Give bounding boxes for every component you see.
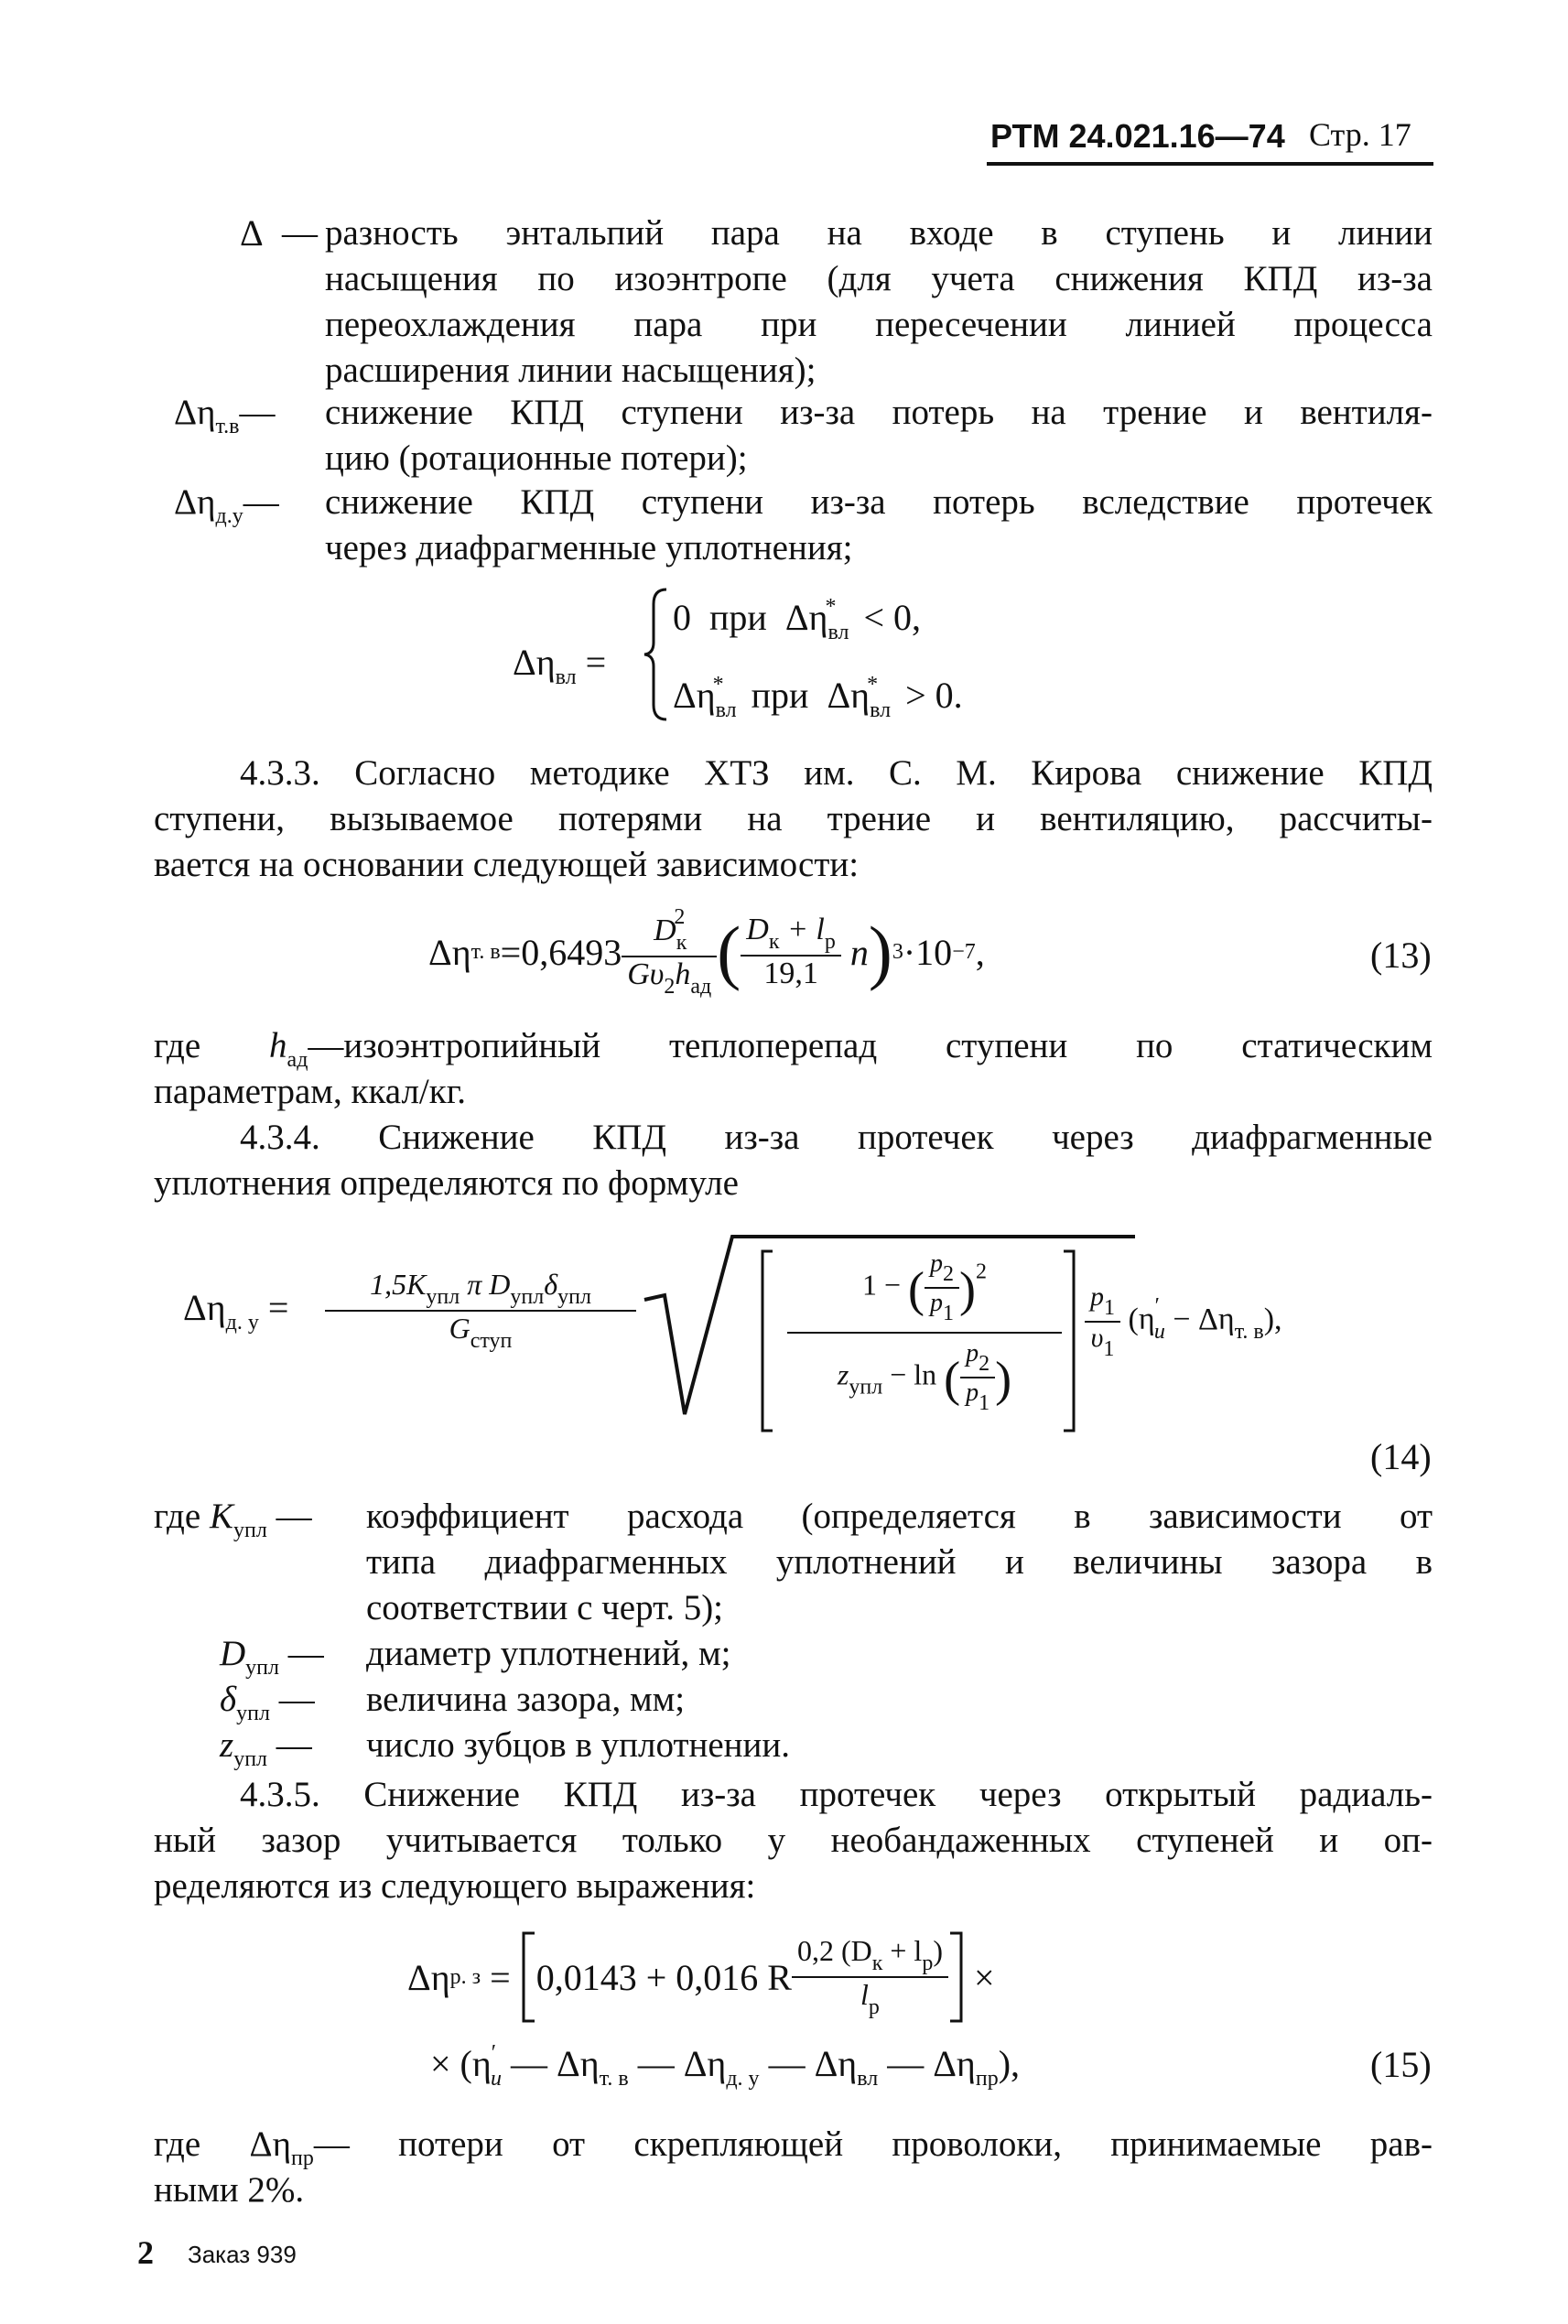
definition-delta-line2: насыщения по изоэнтропе (для учета снижения КПД из-за	[325, 259, 1433, 298]
formula-14-outer-fraction: $\frac{1,5K_{упл} \pi D_{упл}\delta_{упл}}{G_{ступ}}$	[325, 1268, 636, 1354]
symbol-z-upl: $z_{упл}$ —	[220, 1725, 312, 1771]
definition-du-line2: через диафрагменные уплотнения;	[325, 528, 853, 567]
para-435-line3: ределяются из следующего выражения:	[154, 1866, 756, 1906]
para-435-line1: 4.3.5. Снижение КПД из-за протечек через открытый радиаль-	[240, 1775, 1433, 1814]
symbol-d-upl: $D_{упл}$ —	[220, 1634, 324, 1680]
footer-page-number: 2	[137, 2234, 154, 2271]
dash: —	[282, 213, 318, 253]
formula-15-line1: Δη р. з = 0,0143 + 0,016 R $\frac{0,2 (D_к + l_р)}{l_р}$ ×	[407, 1931, 995, 2023]
para-433-line1: 4.3.3. Согласно методике ХТЗ им. С. М. Кирова снижение КПД	[240, 753, 1433, 793]
formula-vl-case1: 0 при $\Delta\eta_{вл}^*$ < 0,	[673, 595, 922, 644]
page-number: Стр. 17	[1309, 116, 1411, 153]
document-id: РТМ 24.021.16—74	[990, 117, 1285, 155]
footer-order: Заказ 939	[188, 2241, 297, 2268]
after-15-line1: где $\Delta\eta_{пр}—$ потери от скрепляющей проволоки, принимаемые рав-	[154, 2124, 1433, 2170]
formula-14-inner-fraction: 1 − ( $\frac{p2}{p1}$ )$^2$ $z_{упл} - \ln$ ( $\frac{p2}{p1}$ )	[787, 1249, 1062, 1416]
header-rule	[987, 162, 1433, 166]
symbol-delta-eta-du: $\Delta\eta_{д.у}—$	[174, 482, 279, 528]
para-433-line3: вается на основании следующей зависимости:	[154, 845, 860, 884]
definition-tv-line2: цию (ротационные потери);	[325, 438, 748, 478]
definition-du-line1: снижение КПД ступени из-за потерь вследствие протечек	[325, 482, 1433, 522]
formula-14-left-bracket	[760, 1249, 774, 1432]
para-433-line2: ступени, вызываемое потерями на трение и вентиляцию, рассчиты-	[154, 799, 1433, 838]
formula-vl-lhs: $\Delta\eta_{вл}$ =	[513, 642, 607, 689]
definition-tv-line1: снижение КПД ступени из-за потерь на трение и вентиля-	[325, 393, 1433, 432]
definition-delta-line4: расширения линии насыщения);	[325, 351, 816, 390]
para-435-line2: ный зазор учитывается только у необандаженных ступеней и оп-	[154, 1821, 1433, 1860]
formula-13: Δη т. в =0,6493 $\frac{D_к^2}{G\upsilon_2h_{ад}}$ ( $\frac{D_к + l_р}{19,1}$ n ) 3 ·10 −7 ,	[428, 904, 985, 999]
definition-delta-line1: разность энтальпий пара на входе в ступень и линии	[325, 213, 1433, 253]
definition-z: число зубцов в уплотнении.	[366, 1725, 791, 1765]
equation-number-15: (15)	[1370, 2044, 1432, 2085]
equation-number-14: (14)	[1370, 1436, 1432, 1477]
equation-number-13: (13)	[1370, 935, 1432, 976]
after-13-line2: параметрам, ккал/кг.	[154, 1072, 467, 1111]
definition-d: диаметр уплотнений, м;	[366, 1634, 731, 1673]
after-13-line1: где $h_{ад}—изоэнтропийный$ теплоперепад ступени по статическим	[154, 1026, 1433, 1072]
formula-vl-brace	[641, 586, 672, 723]
definition-k-line2: типа диафрагменных уплотнений и величины зазора в	[366, 1542, 1433, 1582]
definition-delta: величина зазора, мм;	[366, 1680, 686, 1719]
after-15-line2: ными 2%.	[154, 2170, 305, 2210]
formula-14-lhs: $\Delta\eta_{д. у}$ =	[183, 1287, 289, 1335]
definition-delta-line3: переохлаждения пара при пересечении линией процесса	[325, 305, 1433, 344]
formula-vl-case2: $\Delta\eta_{вл}^*$ при $\Delta\eta_{вл}^*$ > 0.	[673, 673, 963, 722]
formula-14-tail: $\frac{p_1}{\upsilon_1}$ $(\eta'_u - \Delta\eta_{т. в})$,	[1085, 1281, 1282, 1362]
formula-15-line2: × ($\eta'_u$ — $\Delta\eta_{т. в}$ — $\Delta\eta_{д. у}$ — $\Delta\eta_{вл}$ — $\Delta\eta_{пр}$),	[430, 2041, 1021, 2091]
definition-k-line1: коэффициент расхода (определяется в зависимости от	[366, 1497, 1433, 1536]
symbol-k-upl: где $K_{упл}$ —	[154, 1497, 312, 1542]
formula-15-right-bracket	[948, 1931, 965, 2023]
para-434-line1: 4.3.4. Снижение КПД из-за протечек через диафрагменные	[240, 1118, 1433, 1157]
symbol-delta-upl: $\delta_{упл}$ —	[220, 1680, 315, 1725]
para-434-line2: уплотнения определяются по формуле	[154, 1163, 739, 1203]
formula-15-left-bracket	[520, 1931, 536, 2023]
symbol-delta-eta-tv: $\Delta\eta_{т.в}—$	[174, 393, 276, 438]
formula-14-right-bracket	[1062, 1249, 1076, 1432]
definition-k-line3: соответствии с черт. 5);	[366, 1588, 724, 1627]
symbol-delta: Δ	[240, 212, 264, 254]
